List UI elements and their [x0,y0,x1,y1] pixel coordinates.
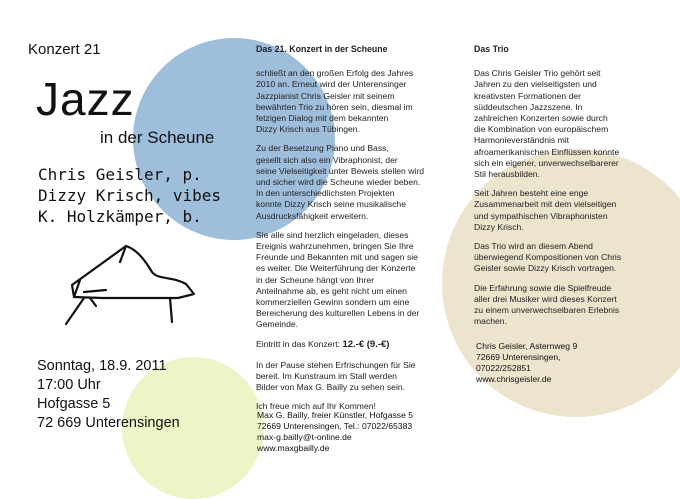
trio-paragraph: Das Trio wird an diesem Abend überwiegend Kompositionen von Chris Geisler sowie Dizzy Krisch vortragen. [474,241,622,274]
description-paragraph: In der Pause stehen Erfrischungen für Sie bereit. Im Kunstraum im Stall werden Bilder von Max G. Bailly zu sehen sein. [256,359,416,393]
concert-heading: Das 21. Konzert in der Scheune [256,44,388,54]
performer-list [38,164,221,227]
description-paragraph: schließt an den großen Erfolg des Jahres 2010 an. Erneut wird der Unterensinger Jazzpianist Chris Geisler mit seinem bewährten Trio zu hören sein, diesmal im fetzigen Dialog mit dem bekannten Dizzy Krisch aus Tübingen. [256,68,414,135]
trio-paragraph: Das Chris Geisler Trio gehört seit Jahren zu den vielseitigsten und kreativsten Formationen der süddeutschen Jazzszene. In zahlreichen Konzerten sowie durch die Kombination von europäischem Harmonieverständnis mit afroamerikanischen Einflüssen konnte sich ein eigener, unverwechselbarerer Stil herausbilden. [474,68,620,180]
event-info [37,357,180,433]
price-value: 12.-€ (9.-€) [342,338,390,350]
performer-vibes: Dizzy Krisch, vibes [38,186,222,205]
description-paragraph: Zu der Besetzung Piano und Bass, gesellt sich also ein Vibraphonist, der seine Vielseitigkeit unter Beweis stellen wird und sicher wird die Scheune wieder beben. In den unterschiedlichsten Projekten konnte Dizzy Krisch seine musikalische Ausdrucksfähigkeit erweitern. [256,143,424,221]
event-date: Sonntag, 18.9. 2011 [37,358,167,374]
website-link[interactable]: www.maxgbailly.de [257,443,330,453]
trio-paragraph: Die Erfahrung sowie die Spielfreude aller drei Musiker wird dieses Konzert zu einem unverwechselbaren Erlebnis machen. [474,282,620,327]
artist-address: Max G. Bailly, freier Künstler, Hofgasse 5 72669 Unterensingen, Tel.: 07022/65383 max-g.bailly@t-online.de www.maxgbailly.de [257,410,414,453]
performer-bass: K. Holzkämper, b. [38,207,202,226]
event-city: 72 669 Unterensingen [37,415,180,431]
page-title: Jazz [36,73,135,125]
trio-heading: Das Trio [474,44,509,54]
email-link[interactable]: max-g.bailly@t-online.de [257,432,352,442]
grand-piano-sketch-icon [60,240,200,330]
admission-price: Eintritt in das Konzert: 12.-€ (9.-€) [256,338,390,350]
trio-paragraph: Seit Jahren besteht eine enge Zusammenarbeit mit dem vielseitigen und sympathischen Vibraphonisten Dizzy Krisch. [474,188,617,232]
event-time: 17:00 Uhr [37,377,101,393]
concert-description-column [256,44,446,421]
concert-number: Konzert 21 [28,41,101,58]
trio-description-column [474,44,642,335]
musician-address: Chris Geisler, Asternweg 9 72669 Unterensingen, 07022/252851 www.chrisgeisler.de [476,341,578,384]
event-street: Hofgasse 5 [37,396,111,412]
description-paragraph: Sie alle sind herzlich eingeladen, dieses Ereignis wahrzunehmen, bringen Sie Ihre Freunde und Bekannten mit und sagen sie es weiter. Die Weiterführung der Konzerte in der Scheune hängt von Ihrer Anteilnahme ab, es geht nicht um einen kommerziellen Gewinn sondern um eine Bereicherung des kulturellen Lebens in der Gemeinde. [256,229,420,330]
performer-piano: Chris Geisler, p. [38,165,202,184]
page-subtitle: in der Scheune [100,128,215,147]
closing-line: Ich freue mich auf Ihr Kommen! [256,401,376,412]
website-link[interactable]: www.chrisgeisler.de [476,374,552,384]
